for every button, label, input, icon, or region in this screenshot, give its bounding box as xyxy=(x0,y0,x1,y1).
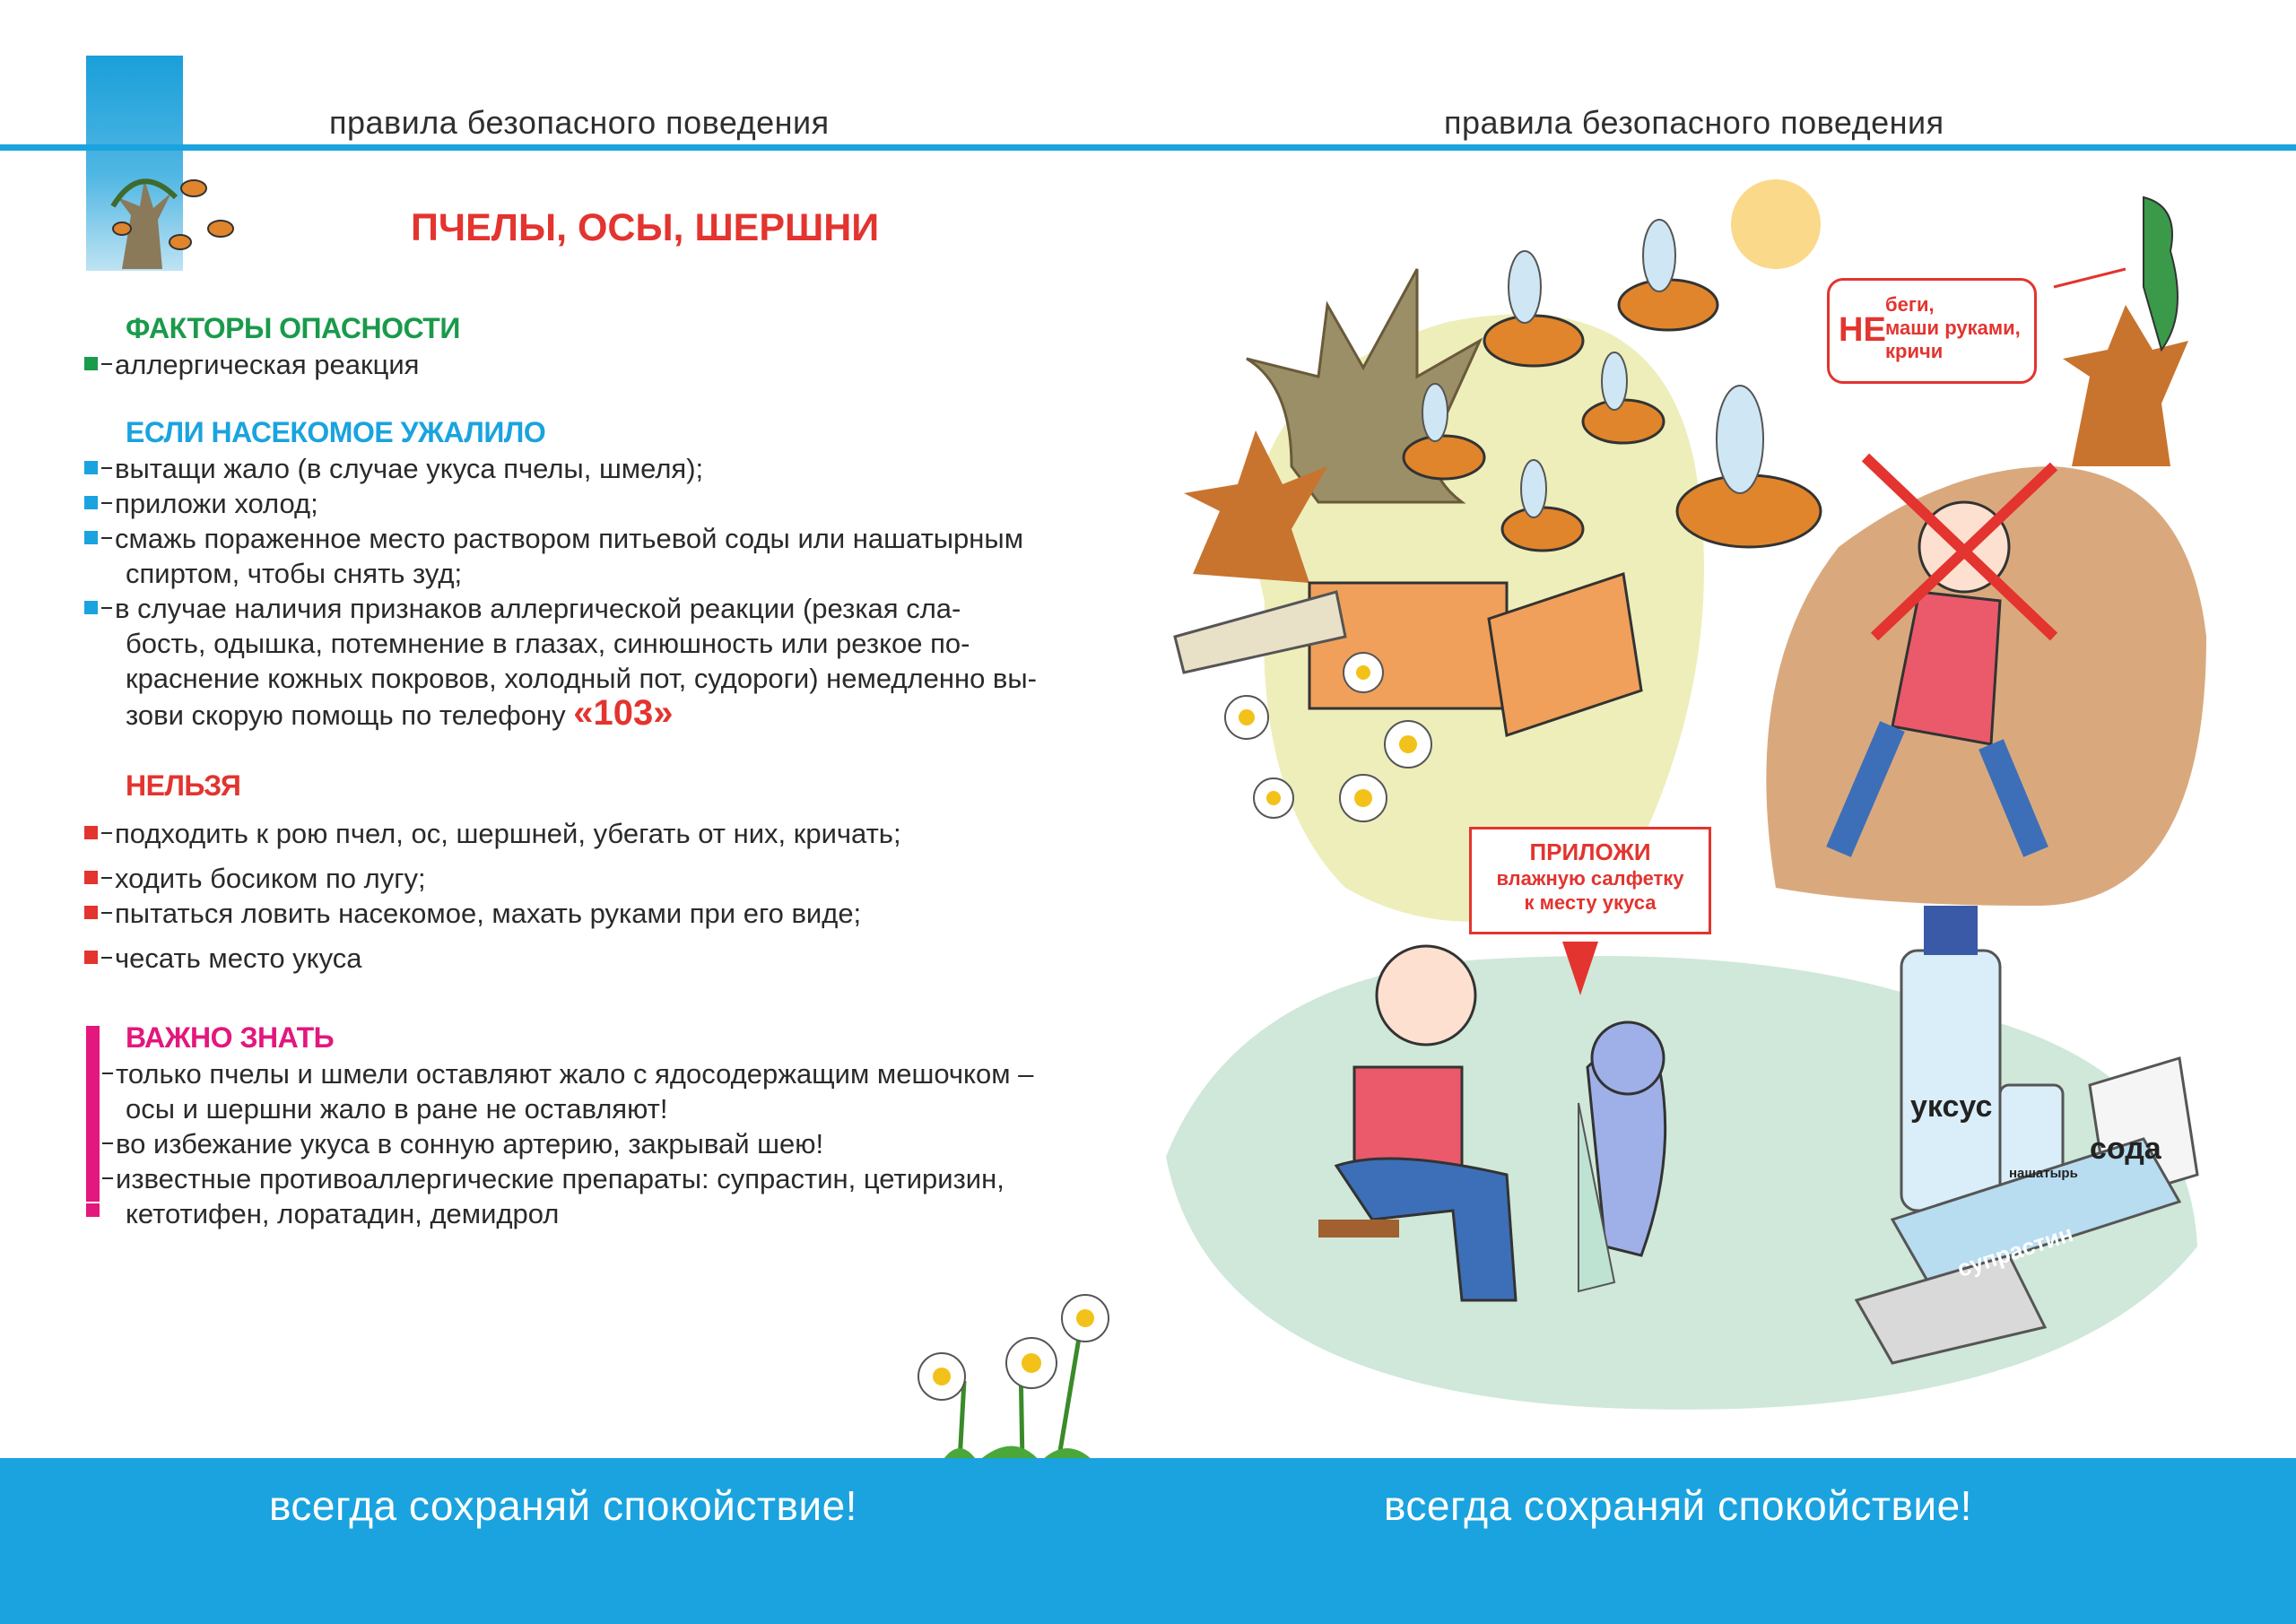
important-bar xyxy=(86,1026,100,1202)
list-item: только пчелы и шмели оставляют жало с ядосодержащим мешочком – xyxy=(102,1056,1033,1091)
list-item: смажь пораженное место раствором питьевой соды или нашатырным xyxy=(84,521,1023,556)
label-ammonia: нашатырь xyxy=(2009,1166,2078,1181)
list-item: известные противоаллергические препараты: супрастин, цетиризин, xyxy=(102,1161,1004,1196)
list-item: чесать место укуса xyxy=(84,941,361,976)
list-item-continuation: осы и шершни жало в ране не оставляют! xyxy=(126,1093,668,1125)
important-heading: ВАЖНО ЗНАТЬ xyxy=(126,1021,335,1054)
footer-left: всегда сохраняй спокойствие! xyxy=(269,1482,857,1529)
list-item-continuation: краснение кожных покровов, холодный пот, судороги) немедленно вы- xyxy=(126,663,1037,694)
header-left: правила безопасного поведения xyxy=(329,104,830,141)
label-soda: сода xyxy=(2090,1132,2161,1166)
factors-heading: ФАКТОРЫ ОПАСНОСТИ xyxy=(126,312,460,344)
label-suprastin: супрастин xyxy=(1953,1220,2077,1282)
header-rule xyxy=(0,144,2296,151)
list-item: подходить к рою пчел, ос, шершней, убегать от них, кричать; xyxy=(84,816,901,851)
daisies-icon xyxy=(906,1282,1121,1462)
list-item-continuation: бость, одышка, потемнение в глазах, синюшность или резкое по- xyxy=(126,628,970,659)
header-right: правила безопасного поведения xyxy=(1444,104,1944,141)
list-item: во избежание укуса в сонную артерию, закрывай шею! xyxy=(102,1126,823,1161)
callout-arrow xyxy=(1562,942,1598,995)
bees-tree-icon xyxy=(86,143,243,274)
list-item-continuation: зови скорую помощь по телефону «103» xyxy=(126,693,674,733)
footer-right: всегда сохраняй спокойствие! xyxy=(1384,1482,1972,1529)
list-item-continuation: спиртом, чтобы снять зуд; xyxy=(126,558,463,589)
callout-apply: ПРИЛОЖИ влажную салфетку к месту укуса xyxy=(1469,827,1711,934)
page-title: ПЧЕЛЫ, ОСЫ, ШЕРШНИ xyxy=(411,206,880,249)
list-item: в случае наличия признаков аллергической реакции (резкая сла- xyxy=(84,591,961,626)
callout-dont: НЕ беги, маши руками, кричи xyxy=(1827,278,2037,384)
list-item: аллергическая реакция xyxy=(84,347,419,382)
emergency-number: «103» xyxy=(573,693,674,733)
list-item: приложи холод; xyxy=(84,486,318,521)
list-item-continuation: кетотифен, лоратадин, демидрол xyxy=(126,1198,560,1229)
list-item: пытаться ловить насекомое, махать руками при его виде; xyxy=(84,896,861,931)
stung-heading: ЕСЛИ НАСЕКОМОЕ УЖАЛИЛО xyxy=(126,416,546,448)
forbidden-heading: НЕЛЬЗЯ xyxy=(126,769,241,802)
list-item: вытащи жало (в случае укуса пчелы, шмеля); xyxy=(84,451,703,486)
important-bar-end xyxy=(86,1203,100,1217)
list-item: ходить босиком по лугу; xyxy=(84,861,426,896)
label-vinegar: уксус xyxy=(1910,1090,1993,1124)
